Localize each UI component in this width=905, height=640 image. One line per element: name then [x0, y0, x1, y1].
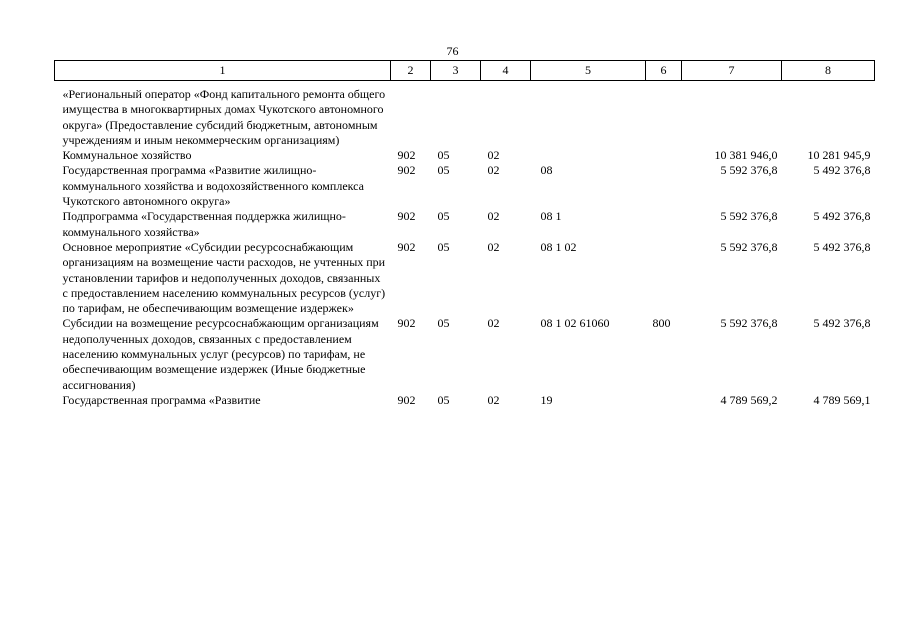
row-amount-col8: [782, 81, 875, 149]
column-header-8: 8: [782, 61, 875, 81]
row-subsection-code: 02: [487, 209, 500, 224]
row-subsection-code: 02: [487, 163, 500, 178]
row-name: Коммунальное хозяйство: [62, 148, 192, 163]
row-amount-col8: 10 281 945,9: [807, 148, 871, 163]
row-section-code: 05: [437, 392, 450, 407]
row-subsection-code: 02: [487, 316, 500, 331]
row-expense-type: [646, 81, 682, 149]
column-header-7: 7: [682, 61, 782, 81]
row-section-code: 05: [437, 239, 450, 254]
row-amount-col7: 10 381 946,0: [714, 148, 778, 163]
row-subsection-code: 02: [487, 148, 500, 163]
table-row: [55, 240, 875, 316]
row-target-code: 19: [540, 392, 553, 407]
row-section-code: [431, 81, 481, 149]
column-header-2: 2: [391, 61, 431, 81]
row-section-code: 05: [437, 316, 450, 331]
table-row: [55, 393, 875, 408]
row-name: Субсидии на возмещение ресурсоснабжающим организациям недополученных доходов, связанных с предоставлением населению коммунальных услуг (ресурсов) по тарифам, не обеспечивающим возмещение издержек (Иные бюджетные ассигнования): [62, 316, 379, 392]
row-ministry-code: 902: [397, 209, 416, 224]
row-ministry-code: [391, 81, 431, 149]
row-amount-col7: 5 592 376,8: [720, 163, 778, 178]
row-expense-type: [646, 240, 682, 316]
row-expense-type: [646, 209, 682, 240]
table-row: [55, 163, 875, 209]
row-name: Основное мероприятие «Субсидии ресурсоснабжающим организациям на возмещение части расходов, не учтенных при установлении тарифов и недополученных доходов, связанных с предоставлением населению коммунальных ресурсов (услуг) по тарифам, не обеспечивающим возмещение издержек»: [62, 239, 386, 316]
page-number: 76: [446, 44, 459, 58]
table-row: [55, 81, 875, 149]
row-amount-col8: 5 492 376,8: [813, 316, 871, 331]
row-name: Подпрограмма «Государственная поддержка жилищно-коммунального хозяйства»: [62, 209, 346, 239]
row-section-code: 05: [437, 163, 450, 178]
column-header-3: 3: [431, 61, 481, 81]
row-ministry-code: 902: [397, 239, 416, 254]
budget-table: [54, 60, 875, 408]
row-expense-type: 800: [652, 316, 671, 331]
row-amount-col7: 5 592 376,8: [720, 316, 778, 331]
row-target-code: 08 1 02 61060: [540, 316, 610, 331]
row-amount-col8: 4 789 569,1: [813, 392, 871, 407]
row-section-code: 05: [437, 148, 450, 163]
row-subsection-code: 02: [487, 392, 500, 407]
table-row: [55, 209, 875, 240]
row-amount-col8: 5 492 376,8: [813, 209, 871, 224]
row-amount-col7: 4 789 569,2: [720, 392, 778, 407]
row-amount-col8: 5 492 376,8: [813, 239, 871, 254]
row-target-code: 08 1: [540, 209, 562, 224]
row-target-code: 08 1 02: [540, 239, 577, 254]
row-name: Государственная программа «Развитие жилищно-коммунального хозяйства и водохозяйственного комплекса Чукотского автономного округа»: [62, 163, 364, 209]
row-target-code: 08: [540, 163, 553, 178]
row-amount-col7: 5 592 376,8: [720, 209, 778, 224]
table-row: [55, 316, 875, 392]
row-name: Государственная программа «Развитие: [62, 392, 261, 407]
row-ministry-code: 902: [397, 316, 416, 331]
row-ministry-code: 902: [397, 392, 416, 407]
row-amount-col7: [682, 81, 782, 149]
row-target-code: [531, 81, 646, 149]
row-expense-type: [646, 393, 682, 408]
row-target-code: [531, 148, 646, 163]
column-header-6: 6: [646, 61, 682, 81]
row-section-code: 05: [437, 209, 450, 224]
column-header-4: 4: [481, 61, 531, 81]
column-header-5: 5: [531, 61, 646, 81]
row-amount-col7: 5 592 376,8: [720, 239, 778, 254]
row-ministry-code: 902: [397, 148, 416, 163]
header-row: [55, 61, 875, 81]
row-amount-col8: 5 492 376,8: [813, 163, 871, 178]
row-name: «Региональный оператор «Фонд капитального ремонта общего имущества в многоквартирных домах Чукотского автономного округа» (Предоставление субсидий бюджетным, автономным учреждениям и иным некоммерческим организациям): [62, 87, 386, 147]
row-subsection-code: [481, 81, 531, 149]
row-subsection-code: 02: [487, 239, 500, 254]
row-expense-type: [646, 163, 682, 209]
column-header-1: 1: [55, 61, 391, 81]
table-row: [55, 148, 875, 163]
row-expense-type: [646, 148, 682, 163]
row-ministry-code: 902: [397, 163, 416, 178]
